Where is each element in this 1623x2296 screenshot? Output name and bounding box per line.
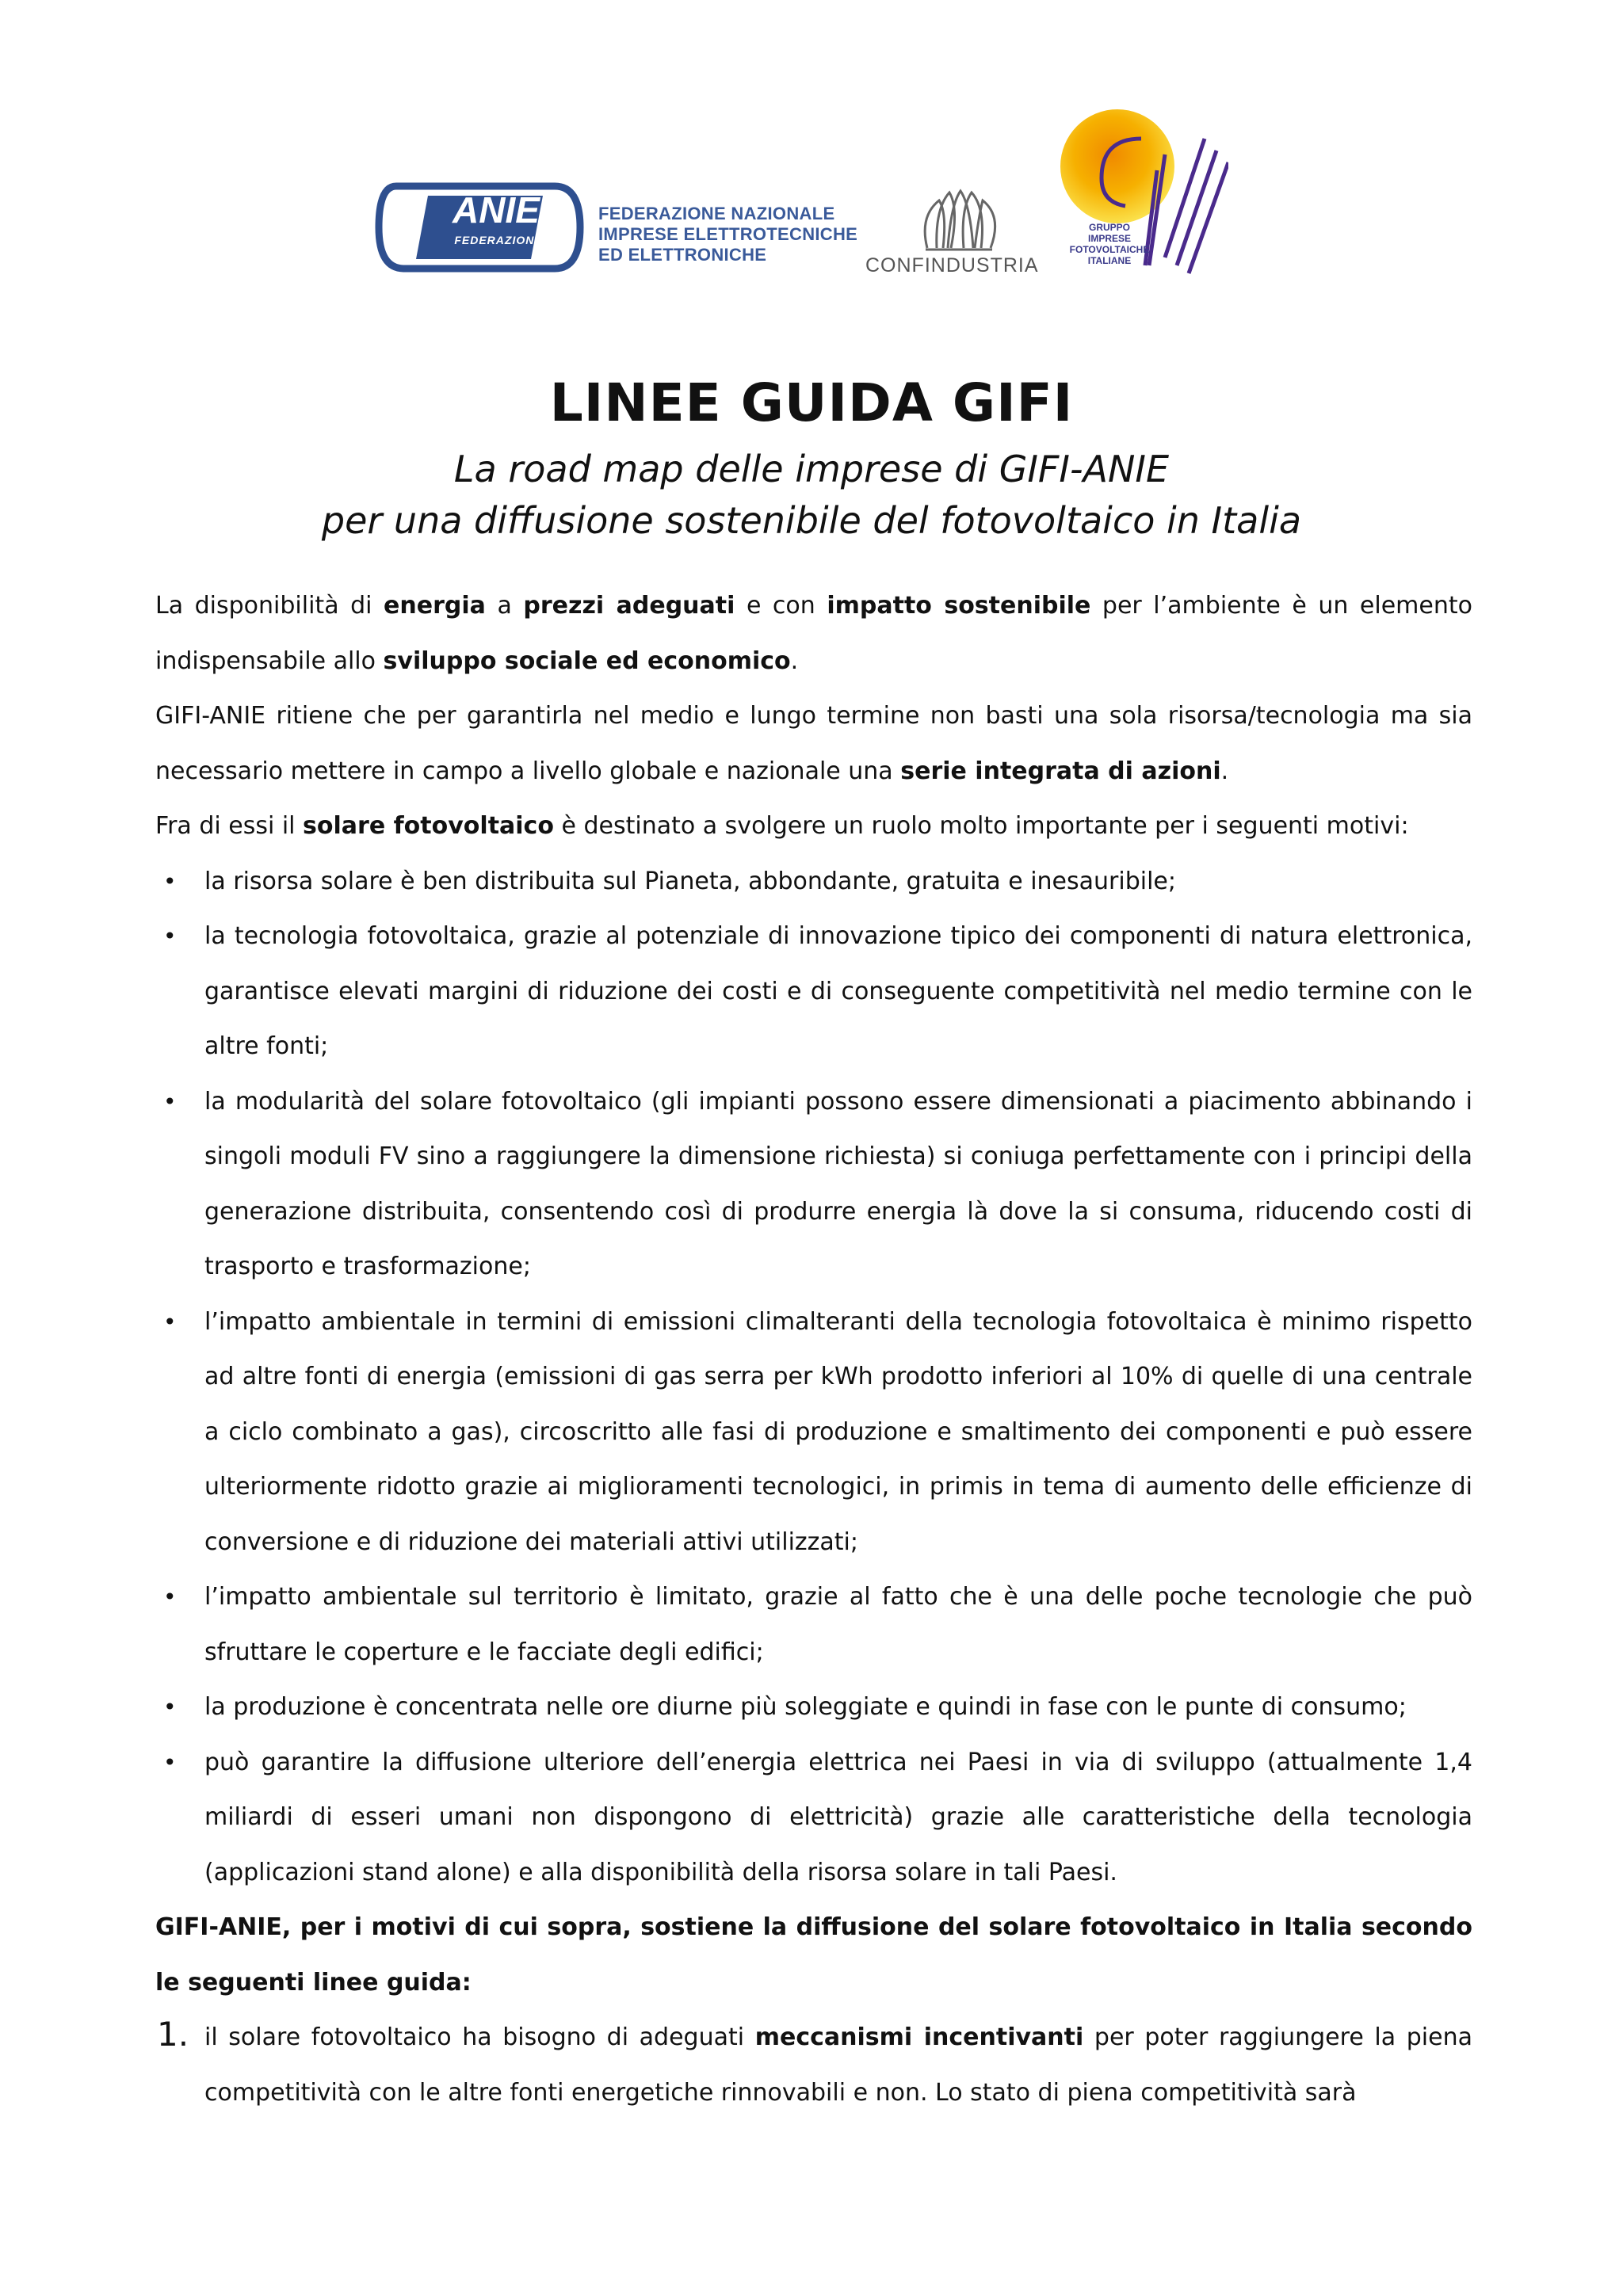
- bullet-icon: •: [163, 1088, 177, 1115]
- bold-run: sviluppo sociale ed economico: [383, 646, 791, 675]
- bold-run: serie integrata di azioni: [900, 757, 1221, 785]
- list-item: [155, 1680, 1472, 1735]
- bold-run: solare fotovoltaico: [303, 812, 554, 840]
- guidelines-heading: [155, 1900, 1472, 2010]
- text-run: è destinato a svolgere un ruolo molto importante per i seguenti motivi:: [553, 812, 1409, 840]
- guideline-number: 1.: [157, 2015, 189, 2054]
- text-run: La disponibilità di: [155, 592, 384, 620]
- bullet-icon: •: [163, 1749, 177, 1775]
- confindustria-label: CONFINDUSTRIA: [865, 254, 1039, 277]
- intro-paragraph-2: [155, 688, 1472, 799]
- bold-run: meccanismi incentivanti: [754, 2023, 1084, 2051]
- gifi-logo-text: [1054, 222, 1165, 266]
- gifi-text-line-2: IMPRESE: [1087, 233, 1131, 244]
- text-run: per poter raggiungere la piena competitività con le altre fonti energetiche rinnovabili e non. Lo stato di piena competitività sarà: [204, 2023, 1472, 2107]
- intro-paragraph-1: [155, 578, 1472, 688]
- anie-text-line-1: FEDERAZIONE NAZIONALE: [598, 204, 835, 223]
- document-body: [155, 578, 1472, 2120]
- list-item: [155, 1569, 1472, 1680]
- motivations-list: [155, 854, 1472, 1901]
- text-run: .: [1220, 757, 1229, 785]
- document-subtitle-line-2: per una diffusione sostenibile del fotovoltaico in Italia: [321, 499, 1302, 542]
- text-run: per l’ambiente è un elemento indispensabile allo: [155, 592, 1472, 675]
- list-item-text: può garantire la diffusione ulteriore dell’energia elettrica nei Paesi in via di sviluppo (attualmente 1,4 miliardi di esseri umani non dispongono di elettricità) grazie alle caratteristiche della tecnologia (applicazioni stand alone) e alla disponibilità della risorsa solare in tali Paesi.: [204, 1748, 1472, 1886]
- document-subtitle-line-1: La road map delle imprese di GIFI-ANIE: [453, 448, 1170, 490]
- text-run: Fra di essi il: [155, 812, 304, 840]
- list-item: [155, 1735, 1472, 1901]
- guidelines-list: [155, 2010, 1472, 2120]
- list-item-text: l’impatto ambientale in termini di emissioni climalteranti della tecnologia fotovoltaica è minimo rispetto ad altre fonti di energia (emissioni di gas serra per kWh prodotto inferiori al 10% di quelle di una centrale a ciclo combinato a gas), circoscritto alle fasi di produzione e smaltimento dei componenti e può essere ulteriormente ridotto grazie ai miglioramenti tecnologici, in primis in tema di aumento delle efficienze di conversione e di riduzione dei materiali attivi utilizzati;: [204, 1307, 1472, 1556]
- bold-run: prezzi adeguati: [523, 592, 735, 620]
- bullet-icon: •: [163, 1584, 177, 1610]
- text-run: GIFI-ANIE ritiene che per garantirla nel medio e lungo termine non basti una sola risorsa/tecnologia ma sia necessario mettere in campo a livello globale e nazionale una: [155, 702, 1472, 785]
- guideline-item: [155, 2010, 1472, 2120]
- list-item: [155, 1295, 1472, 1570]
- anie-logo-mark: ANIE: [453, 189, 540, 231]
- bullet-icon: •: [163, 923, 177, 949]
- guidelines-heading-text: GIFI-ANIE, per i motivi di cui sopra, sostiene la diffusione del solare fotovoltaico in Italia secondo le seguenti linee guida:: [155, 1913, 1472, 1997]
- text-run: a: [485, 592, 524, 620]
- text-run: il solare fotovoltaico ha bisogno di adeguati: [204, 2023, 755, 2051]
- text-run: .: [790, 646, 799, 675]
- list-item: [155, 909, 1472, 1074]
- list-item-text: la risorsa solare è ben distribuita sul Pianeta, abbondante, gratuita e inesauribile;: [204, 867, 1176, 895]
- gifi-text-line-4: ITALIANE: [1087, 255, 1132, 266]
- list-item-text: la tecnologia fotovoltaica, grazie al potenziale di innovazione tipico dei componenti di natura elettronica, garantisce elevati margini di riduzione dei costi e di conseguente competitività nel medio termine con le altre fonti;: [204, 922, 1472, 1060]
- bullet-icon: •: [163, 1308, 177, 1335]
- list-item: [155, 854, 1472, 910]
- document-title: LINEE GUIDA GIFI: [549, 372, 1074, 433]
- bullet-icon: •: [163, 1694, 177, 1720]
- anie-text-line-2: IMPRESE ELETTROTECNICHE: [598, 224, 858, 244]
- list-item: [155, 1074, 1472, 1295]
- anie-text-line-3: ED ELETTRONICHE: [598, 245, 767, 265]
- gifi-text-line-3: FOTOVOLTAICHE: [1069, 244, 1150, 255]
- list-item-text: la modularità del solare fotovoltaico (gli impianti possono essere dimensionati a piacimento abbinando i singoli moduli FV sino a raggiungere la dimensione richiesta) si coniuga perfettamente con i principi della generazione distribuita, consentendo così di produrre energia là dove la si consuma, riducendo costi di trasporto e trasformazione;: [204, 1087, 1472, 1280]
- list-item-text: l’impatto ambientale sul territorio è limitato, grazie al fatto che è una delle poche tecnologie che può sfruttare le coperture e le facciate degli edifici;: [204, 1583, 1472, 1666]
- list-item-text: la produzione è concentrata nelle ore diurne più soleggiate e quindi in fase con le punte di consumo;: [204, 1693, 1407, 1721]
- anie-logo-sub: FEDERAZIONE: [454, 234, 543, 246]
- intro-paragraph-3: [155, 799, 1472, 854]
- gifi-text-line-1: GRUPPO: [1088, 222, 1130, 233]
- text-run: e con: [735, 592, 827, 620]
- bold-run: energia: [384, 592, 486, 620]
- header-logos: [372, 107, 1268, 289]
- bold-run: impatto sostenibile: [827, 592, 1091, 620]
- bullet-icon: •: [163, 868, 177, 894]
- anie-federation-text: [598, 204, 858, 265]
